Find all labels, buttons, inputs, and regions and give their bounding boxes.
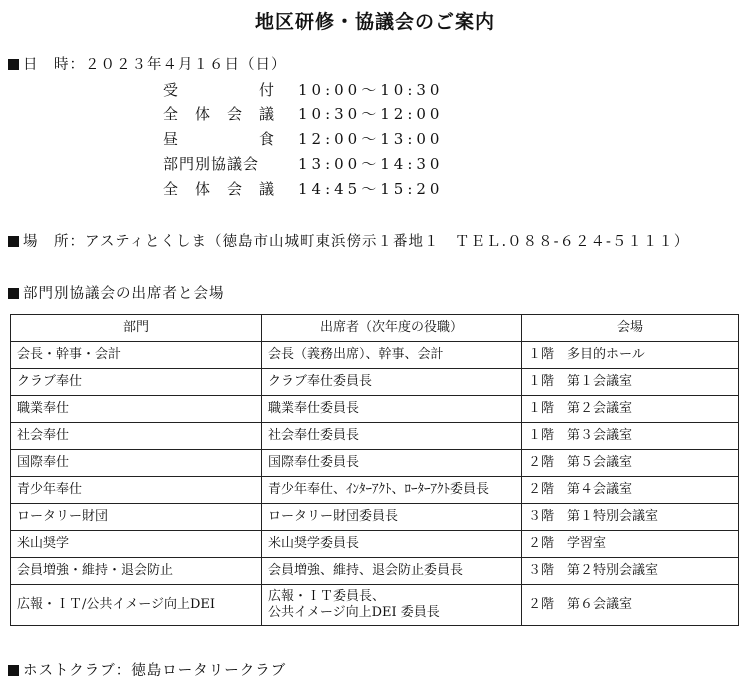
schedule-label: 受 付 [163, 81, 275, 99]
cell-room: ２階 第６会議室 [522, 585, 739, 626]
schedule-label: 全 体 会 議 [163, 180, 275, 198]
table-row [11, 396, 739, 423]
table-body [11, 342, 739, 585]
cell-attendee: クラブ奉仕委員長 [262, 369, 522, 396]
schedule-time: 12:00～13:00 [298, 130, 444, 148]
header-attendee: 出席者（次年度の役職） [262, 315, 522, 342]
date-line [8, 53, 287, 74]
page-title: 地区研修・協議会のご案内 [254, 11, 495, 33]
cell-room: ３階 第２特別会議室 [522, 558, 739, 585]
bullet-square-icon [8, 236, 19, 247]
schedule-label: 部門別協議会 [163, 155, 260, 173]
table-row [11, 369, 739, 396]
cell-dept: 広報・ＩＴ/公共イメージ向上DEI [11, 585, 262, 626]
table-row [11, 342, 739, 369]
bullet-square-icon [8, 59, 19, 70]
schedule-time: 10:00～10:30 [298, 81, 444, 99]
table-row [11, 504, 739, 531]
cell-room: ２階 第４会議室 [522, 477, 739, 504]
cell-dept: 会員増強・維持・退会防止 [11, 558, 262, 585]
cell-attendee: 青少年奉仕、ｲﾝﾀｰｱｸﾄ、ﾛｰﾀｰｱｸﾄ委員長 [262, 477, 522, 504]
attendee-line-2: 公共イメージ向上DEI 委員長 [268, 605, 440, 620]
host-label: ホストクラブ： [23, 663, 132, 679]
date-label: 日 時： [23, 57, 85, 73]
cell-dept: 会長・幹事・会計 [11, 342, 262, 369]
cell-dept: クラブ奉仕 [11, 369, 262, 396]
cell-dept: 社会奉仕 [11, 423, 262, 450]
cell-attendee: 職業奉仕委員長 [262, 396, 522, 423]
header-dept: 部門 [11, 315, 262, 342]
cell-attendee: 会員増強、維持、退会防止委員長 [262, 558, 522, 585]
cell-room: １階 第２会議室 [522, 396, 739, 423]
venue-label: 場 所： [23, 234, 85, 250]
table-row [11, 423, 739, 450]
cell-attendee: 会長（義務出席）、幹事、会計 [262, 342, 522, 369]
cell-room: １階 第１会議室 [522, 369, 739, 396]
cell-room: ２階 学習室 [522, 531, 739, 558]
table-heading [8, 282, 225, 303]
header-room: 会場 [522, 315, 739, 342]
cell-dept: 国際奉仕 [11, 450, 262, 477]
cell-dept: 職業奉仕 [11, 396, 262, 423]
table-row [11, 450, 739, 477]
table-row [11, 477, 739, 504]
bullet-square-icon [8, 665, 19, 676]
schedule-label: 昼 食 [163, 130, 275, 148]
host-line [8, 659, 286, 680]
schedule-time: 14:45～15:20 [298, 180, 444, 198]
venue-value: アスティとくしま（徳島市山城町東浜傍示１番地１ ＴＥＬ.０８８-６２４-５１１１） [85, 234, 690, 250]
cell-room: ３階 第１特別会議室 [522, 504, 739, 531]
cell-attendee: 国際奉仕委員長 [262, 450, 522, 477]
attendee-line-1: 広報・ＩＴ委員長、 [268, 589, 386, 604]
table-row [11, 531, 739, 558]
cell-attendee [262, 585, 522, 626]
schedule-time: 13:00～14:30 [298, 155, 444, 173]
cell-attendee: 社会奉仕委員長 [262, 423, 522, 450]
schedule-time: 10:30～12:00 [298, 105, 444, 123]
host-value: 徳島ロータリークラブ [131, 663, 287, 679]
table-header-row [11, 315, 739, 342]
attendance-table [10, 314, 739, 626]
cell-dept: ロータリー財団 [11, 504, 262, 531]
cell-dept: 米山奨学 [11, 531, 262, 558]
cell-dept: 青少年奉仕 [11, 477, 262, 504]
cell-attendee: 米山奨学委員長 [262, 531, 522, 558]
venue-line [8, 230, 689, 251]
date-value: ２０２３年４月１６日（日） [85, 57, 287, 73]
table-row [11, 585, 739, 626]
schedule-label: 全 体 会 議 [163, 105, 275, 123]
bullet-square-icon [8, 288, 19, 299]
cell-room: １階 第３会議室 [522, 423, 739, 450]
cell-room: ２階 第５会議室 [522, 450, 739, 477]
cell-attendee: ロータリー財団委員長 [262, 504, 522, 531]
table-heading-text: 部門別協議会の出席者と会場 [23, 286, 225, 302]
cell-room: １階 多目的ホール [522, 342, 739, 369]
table-row [11, 558, 739, 585]
